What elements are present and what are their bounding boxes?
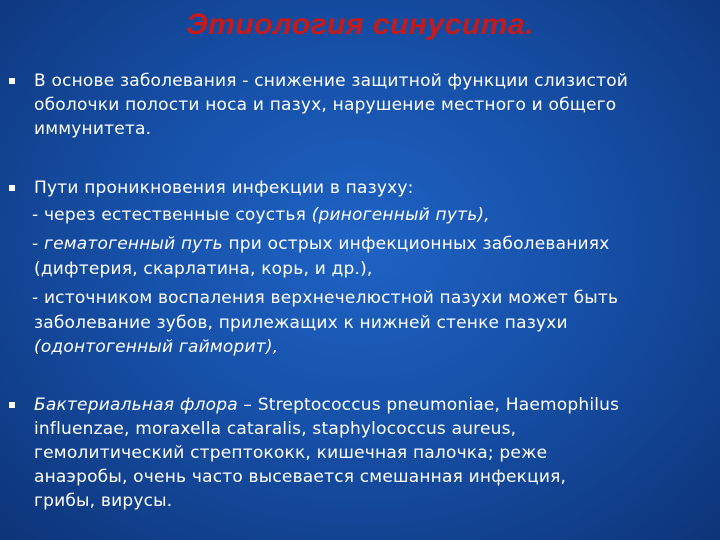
block3-line1 [34,394,619,416]
block2-line3-dash: - [32,234,44,254]
block3-line4: анаэробы, очень часто высевается смешанная инфекция, [34,467,567,487]
block3-line3: гемолитический стрептококк, кишечная палочка; реже [34,443,548,463]
block2-line2-italic: (риногенный путь), [311,205,490,225]
block3-line1-italic: Бактериальная флора [34,395,238,415]
block1-line1: В основе заболевания - снижение защитной функции слизистой [34,71,629,91]
block2-line4: (дифтерия, скарлатина, корь, и др.), [34,259,373,279]
block2-line1: Пути проникновения инфекции в пазуху: [34,178,414,198]
block2-line6: заболевание зубов, прилежащих к нижней стенке пазухи [34,313,568,333]
block2-line3-italic: гематогенный путь [43,234,223,254]
block2-line7: (одонтогенный гайморит), [34,337,279,357]
block2-line5: - источником воспаления верхнечелюстной пазухи может быть [32,288,619,308]
block3-line2: influenzae, moraxella cataralis, staphylococcus aureus, [34,419,517,439]
block1-line3: иммунитета. [34,119,152,139]
block2-line3-text: при острых инфекционных заболеваниях [222,234,610,254]
slide-title: Этиология синусита. [186,8,534,41]
block2-line3 [32,233,610,255]
block2-line2 [32,204,490,226]
block2-line2-text: - через естественные соустья [32,205,312,225]
block3-line1-text: – Streptococcus pneumoniae, Haemophilus [237,395,620,415]
bullet-marker [9,402,15,408]
block3-line5: грибы, вирусы. [34,491,173,511]
bullet-marker [9,185,15,191]
block1-line2: оболочки полости носа и пазух, нарушение местного и общего [34,95,617,115]
bullet-marker [9,78,15,84]
